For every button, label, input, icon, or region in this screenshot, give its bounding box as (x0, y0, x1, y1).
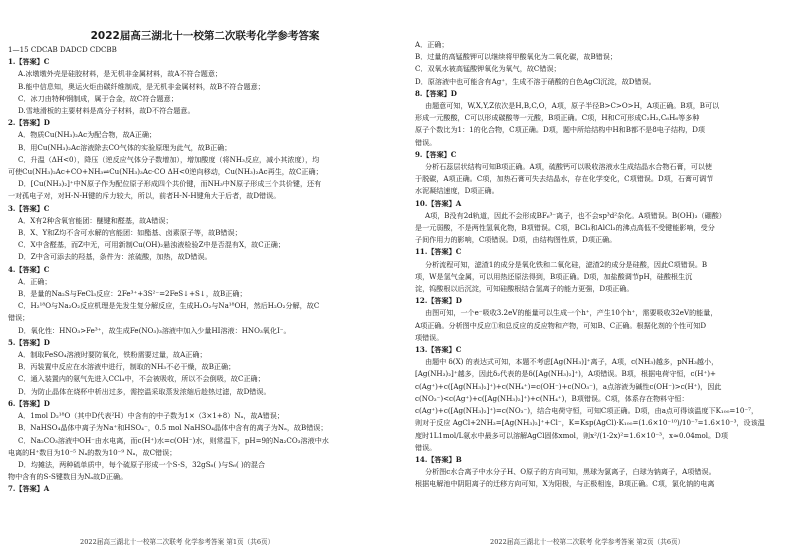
document-title: 2022届高三湖北十一校第二次联考化学参考答案 (90, 30, 320, 42)
left-line: C．X中含醛基，而Z中无，可用新制Cu(OH)₂悬浊液检验Z中是否混有X，故C正确； (18, 240, 285, 250)
left-line: 5.【答案】D (8, 337, 50, 347)
left-line: D.雪地滑板的主要材料是高分子材料，故D不符合题意。 (18, 106, 195, 116)
left-line: C．Na₂CO₃溶液中OH⁻由水电离，而c(H⁺)水=c(OH⁻)水，则常温下，pH=9的Na₂CO₃溶液中水 (18, 435, 329, 445)
left-line: C．H₂¹⁸O与Na₂O₂反应机理是先发生复分解反应，生成H₂O₂与Na¹⁸OH，然后H₂O₂分解，故C (18, 301, 320, 311)
right-line: 根据电解池中阴阳离子的迁移方向可知，X为阳极，与正极相连，B项正确。C项，氯化钠的电离 (415, 479, 715, 489)
left-line: 物中含有的S-S键数目为Nₐ故D正确。 (8, 472, 128, 482)
left-line: 一对孤电子对，对H-N-H键的斥力较大，所以，前者H-N-H键角大于后者，故D错误。 (8, 191, 281, 201)
right-line: 子间作用力的影响，C项错误。D项，由结构图性质，D项正确。 (415, 235, 617, 245)
left-line: C．通入装置内的氨气先进入CCl₄中，不会被吸收，所以不会倒吸，故C正确； (18, 374, 265, 384)
left-line: 3.【答案】C (8, 203, 50, 213)
right-line: B．过量的高锰酸钾可以继续将甲酸氧化为二氧化碳，故B错误； (415, 52, 617, 62)
right-line: c(Ag⁺)+c([Ag(NH₃)₂]⁺)=c(NO₃⁻)，结合电荷守恒，可知C项正确。D项，由a点可得该温度下K₁₀₀=10⁻⁷， (415, 406, 759, 416)
left-line: D．均摊法，两种硫单质中，每个硫原子形成一个S-S，32gS₈( )与S₆( )的混合 (18, 459, 266, 469)
footer-right: 2022届高三湖北十一校第二次联考 化学参考答案 第2页（共6页） (490, 538, 685, 546)
left-line: D．氧化性：HNO₃>Fe³⁺，故生成Fe(NO₃)₃溶液中加入少量HI溶液：HNO₃氧化I⁻。 (18, 325, 291, 335)
left-line: 7.【答案】A (8, 484, 50, 494)
right-line: 由题中 δ(X) 的表达式可知，本题不考虑[Ag(NH₃)]⁺离子，A项，c(NH₃)越多，pNH₃越小， (425, 357, 719, 367)
right-line: 9.【答案】C (415, 149, 457, 159)
left-line: A．X有2种含氧官能团：醚键和醛基，故A错误； (18, 215, 173, 225)
right-line: 11.【答案】C (415, 247, 462, 257)
left-line: D．[Cu(NH₃)₂]⁺中N原子作为配位原子形成四个共价键，而NH₃中N原子形成三个共价键，还有 (18, 179, 322, 189)
right-line: 分析石蕊层状结构可知B项正确。A项，硫酸钙可以吸收溶液水生成结晶水合物石膏，可以使 (425, 162, 712, 172)
right-line: 错误。 (415, 442, 437, 452)
right-line: 分析流程可知，滤渣1的成分是氧化铁和二氧化硅，滤渣2的成分是硅酸，因此C项错误。B (425, 259, 708, 269)
right-line: [Ag(NH₃)₂]⁺越多，因此δ₂代表的是δ([Ag(NH₃)₂]⁺)，A项错误。B项，根据电荷守恒，c(H⁺)+ (415, 369, 716, 379)
left-line: 2.【答案】D (8, 118, 50, 128)
right-line: 淀，钨酸根以后沉淀，可知硅酸根结合氢离子的能力更强，D项正确。 (415, 284, 634, 294)
left-line: 可使Cu(NH₃)₂Ac+CO+NH₃⇌Cu(NH₃)₃Ac·CO ΔH<0逆向移动，Cu(NH₃)₂Ac再生，故C正确； (8, 167, 323, 177)
left-line: A．物质Cu(NH₃)₂Ac为配合物，故A正确； (18, 130, 157, 140)
right-line: 错误。 (415, 137, 437, 147)
right-line: 形成一元酸酸，C可以形成碳酸等一元酸，B项正确。C项，H和C可形成C₂H₂,C₆H₆等多种 (415, 113, 700, 123)
right-line: 14.【答案】B (415, 454, 462, 464)
right-line: 13.【答案】C (415, 345, 462, 355)
right-line: 8.【答案】D (415, 88, 457, 98)
left-line: B．X、Y和Z均不含可水解的官能团：如酯基、卤素原子等，故B错误； (18, 228, 242, 238)
left-line: 错误； (8, 313, 30, 323)
left-line: D．Z中含可添去的羟基，条件为：浓硫酸，加热，故D错误。 (18, 252, 212, 262)
right-line: C．双氧水被高锰酸钾氧化为氧气，故C错误； (415, 64, 561, 74)
right-line: A项，B没有2d轨道，因此不会形成BF₆³⁻离子，也不会sp³d²杂化。A项错误。B(OH)₃（硼酸） (425, 210, 726, 220)
right-line: 项错误。 (415, 332, 444, 342)
right-line: 项，W是氢气金属，可以用热还原法得到，B项正确。D项，加盐酸调节pH，硅酸根生沉 (415, 271, 693, 281)
right-line: 于脱碳，A项正确。C项，加热石膏可失去结晶水，存在化学变化，C项错误。D项，石膏可调节 (415, 174, 714, 184)
left-line: 1.【答案】C (8, 57, 50, 67)
right-line: c(Ag⁺)+c([Ag(NH₃)₂]⁺)+c(NH₄⁺)=c(OH⁻)+c(NO₃⁻)，a点溶液为碱性c(OH⁻)>c(H⁺)，因此 (415, 381, 722, 391)
left-line: B．用Cu(NH₃)₂Ac溶液除去CO气体的实验原理为此气，故B正确； (18, 142, 232, 152)
right-line: A．正确； (415, 40, 449, 49)
right-line: 由图可知，一个e⁻吸收3.2eV的能量可以生成一个h⁺，产生10个h⁺，需要吸收32eV的能量， (425, 308, 718, 318)
left-column (8, 44, 380, 496)
right-line: A项正确。分析图中反应①和总反应的反应物和产物，可知B、C正确。根据化剂的个性可知D (415, 320, 707, 330)
right-line: 是一元弱酸，不是两性氢氧化物，B项错误。C项，BCl₃和AlCl₃的沸点高低不受键能影响，受分 (415, 223, 715, 233)
right-column (415, 39, 787, 491)
right-line: 则对于反应 AgCl+2NH₃=[Ag(NH₃)₂]⁺+Cl⁻，K=Ksp(AgCl)·K₁₀₀=(1.6×10⁻¹⁰)/10⁻⁷=1.6×10⁻³，设该温 (415, 418, 765, 428)
right-line: 10.【答案】A (415, 198, 462, 208)
left-line: A.冰墩墩外壳是硅胶材料，是无机非金属材料，故A不符合题意； (18, 69, 223, 79)
right-line: 由题意可知，W,X,Y,Z依次是H,B,C,O，A项，原子半径B>C>O>H，A项正确。B项，B可以 (425, 101, 720, 111)
left-line: 4.【答案】C (8, 264, 50, 274)
right-line: D．原溶液中也可能含有Ag⁺，生成不溶于硝酸的白色AgCl沉淀，故D错误。 (415, 76, 656, 86)
right-line: 12.【答案】D (415, 296, 462, 306)
right-line: c(NO₃⁻)<c(Ag⁺)+c([Ag(NH₃)₂]⁺)+c(NH₄⁺)，B项错误。C项，体系存在物料守恒： (415, 393, 689, 403)
left-line: A．正确； (18, 276, 52, 286)
left-line: B．是量的Na₂S与FeCl₃反应：2Fe³⁺+3S²⁻=2FeS↓+S↓，故B正确； (18, 289, 247, 299)
left-line: B．丙装置中反应在水溶液中进行，制取的NH₃不必干燥，故B正确； (18, 362, 236, 372)
left-line: 6.【答案】D (8, 398, 50, 408)
right-line: 分析图c水合离子中水分子H、O原子的方向可知，黑球为氯离子，白球为钠离子，A项错误。 (425, 467, 716, 477)
left-line: C．冰刀由特种钢制成，属于合金，故C符合题意； (18, 93, 178, 103)
left-line: A．1mol D₂¹⁸O（其中D代表²H）中含有的中子数为1×（3×1+8）Nₐ，故A错误； (18, 411, 284, 421)
footer-left: 2022届高三湖北十一校第二次联考 化学参考答案 第1页（共6页） (80, 538, 275, 546)
left-line: B.能中信息知，奥运火炬由碳纤维制成，是无机非金属材料，故B不符合题意； (18, 81, 265, 91)
right-line: 度时1L1mol/L氨水中最多可以溶解AgCl固体xmol，则x²/(1-2x)²=1.6×10⁻³，x≈0.04mol。D项 (415, 430, 728, 440)
left-line: 电离的H⁺数目为10⁻⁵ Nₐ的数为10⁻⁹ Nₐ，故C错误； (8, 447, 177, 457)
left-line: A．制取FeSO₄溶液时要防氧化，铁粉需要过量，故A正确； (18, 350, 207, 360)
left-line: 1—15 CDCAB DADCD CDCBB (8, 45, 117, 54)
right-line: 水泥凝结速度，D项正确。 (415, 186, 499, 196)
left-line: B．NaHSO₄晶体中离子为Na⁺和HSO₄⁻，0.5 mol NaHSO₄晶体中含有的离子为Nₐ，故B错误； (18, 423, 328, 433)
right-line: 原子个数比为1：1的化合物，C项正确。D项，题中所给结构中H和B都不是8电子结构，D项 (415, 125, 706, 135)
left-line: C．升温（ΔH<0），降压（逆反应气体分子数增加），增加酸度（将NH₃反应，减小其浓度），均 (18, 154, 320, 164)
left-line: D．为防止晶体在烧杯中析出过多，需控温采取蒸发浓缩后趁热过滤，故D错误。 (18, 386, 271, 396)
